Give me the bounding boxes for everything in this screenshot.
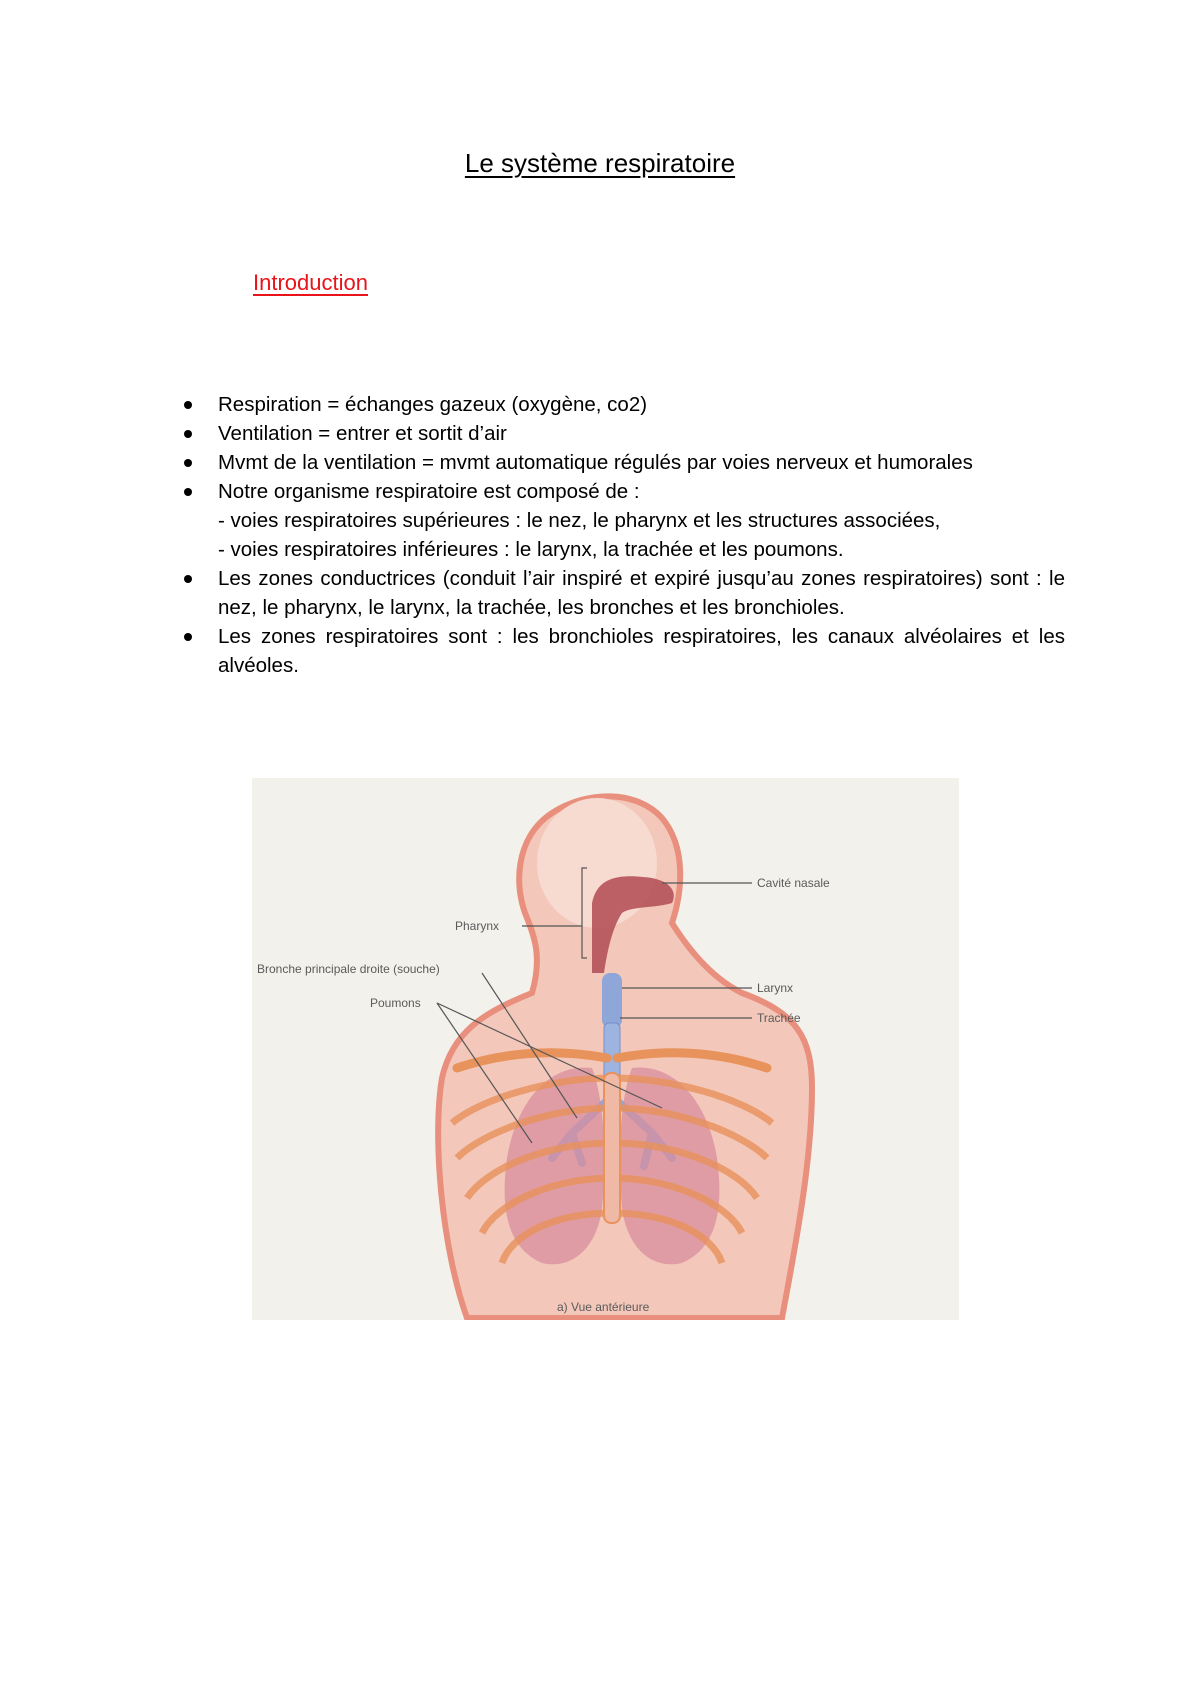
list-item xyxy=(180,564,1065,622)
sternum-shape xyxy=(604,1073,620,1223)
list-item xyxy=(180,419,1065,448)
section-heading-introduction: Introduction xyxy=(253,270,368,295)
label-larynx: Larynx xyxy=(757,981,794,995)
label-nasal-cavity: Cavité nasale xyxy=(757,876,830,890)
label-pharynx: Pharynx xyxy=(455,919,500,933)
page-title: Le système respiratoire xyxy=(464,148,736,178)
bullet-icon xyxy=(184,488,192,496)
list-item-text: Notre organisme respiratoire est composé de : xyxy=(218,480,640,503)
larynx-shape xyxy=(602,973,622,1028)
respiratory-system-figure xyxy=(252,778,959,1320)
bullet-icon xyxy=(184,430,192,438)
list-item-text: Les zones conductrices (conduit l’air inspiré et expiré jusqu’au zones respiratoires) sont : le nez, le pharynx, le larynx, la trachée, les bronches et les bronchioles. xyxy=(218,567,1065,619)
bullet-icon xyxy=(184,401,192,409)
list-item-text: Ventilation = entrer et sortit d’air xyxy=(218,422,507,445)
figure-caption: a) Vue antérieure xyxy=(557,1300,650,1314)
list-item-text: Respiration = échanges gazeux (oxygène, co2) xyxy=(218,393,648,416)
label-trachea: Trachée xyxy=(757,1011,801,1025)
bullet-icon xyxy=(184,575,192,583)
respiratory-system-illustration xyxy=(252,778,959,1320)
list-item xyxy=(180,390,1065,419)
list-item xyxy=(180,448,1065,477)
label-right-main-bronchus: Bronche principale droite (souche) xyxy=(257,962,440,976)
list-item-text: Mvmt de la ventilation = mvmt automatique régulés par voies nerveux et humorales xyxy=(218,451,973,474)
list-item-subline: - voies respiratoires inférieures : le larynx, la trachée et les poumons. xyxy=(218,538,844,561)
list-item xyxy=(180,477,1065,564)
list-item-text: Les zones respiratoires sont : les bronchioles respiratoires, les canaux alvéolaires et les alvéoles. xyxy=(218,625,1065,677)
bullet-list xyxy=(180,390,1065,680)
list-item-subline: - voies respiratoires supérieures : le nez, le pharynx et les structures associées, xyxy=(218,509,941,532)
bullet-icon xyxy=(184,459,192,467)
bullet-icon xyxy=(184,633,192,641)
list-item xyxy=(180,622,1065,680)
label-lungs: Poumons xyxy=(370,996,421,1010)
